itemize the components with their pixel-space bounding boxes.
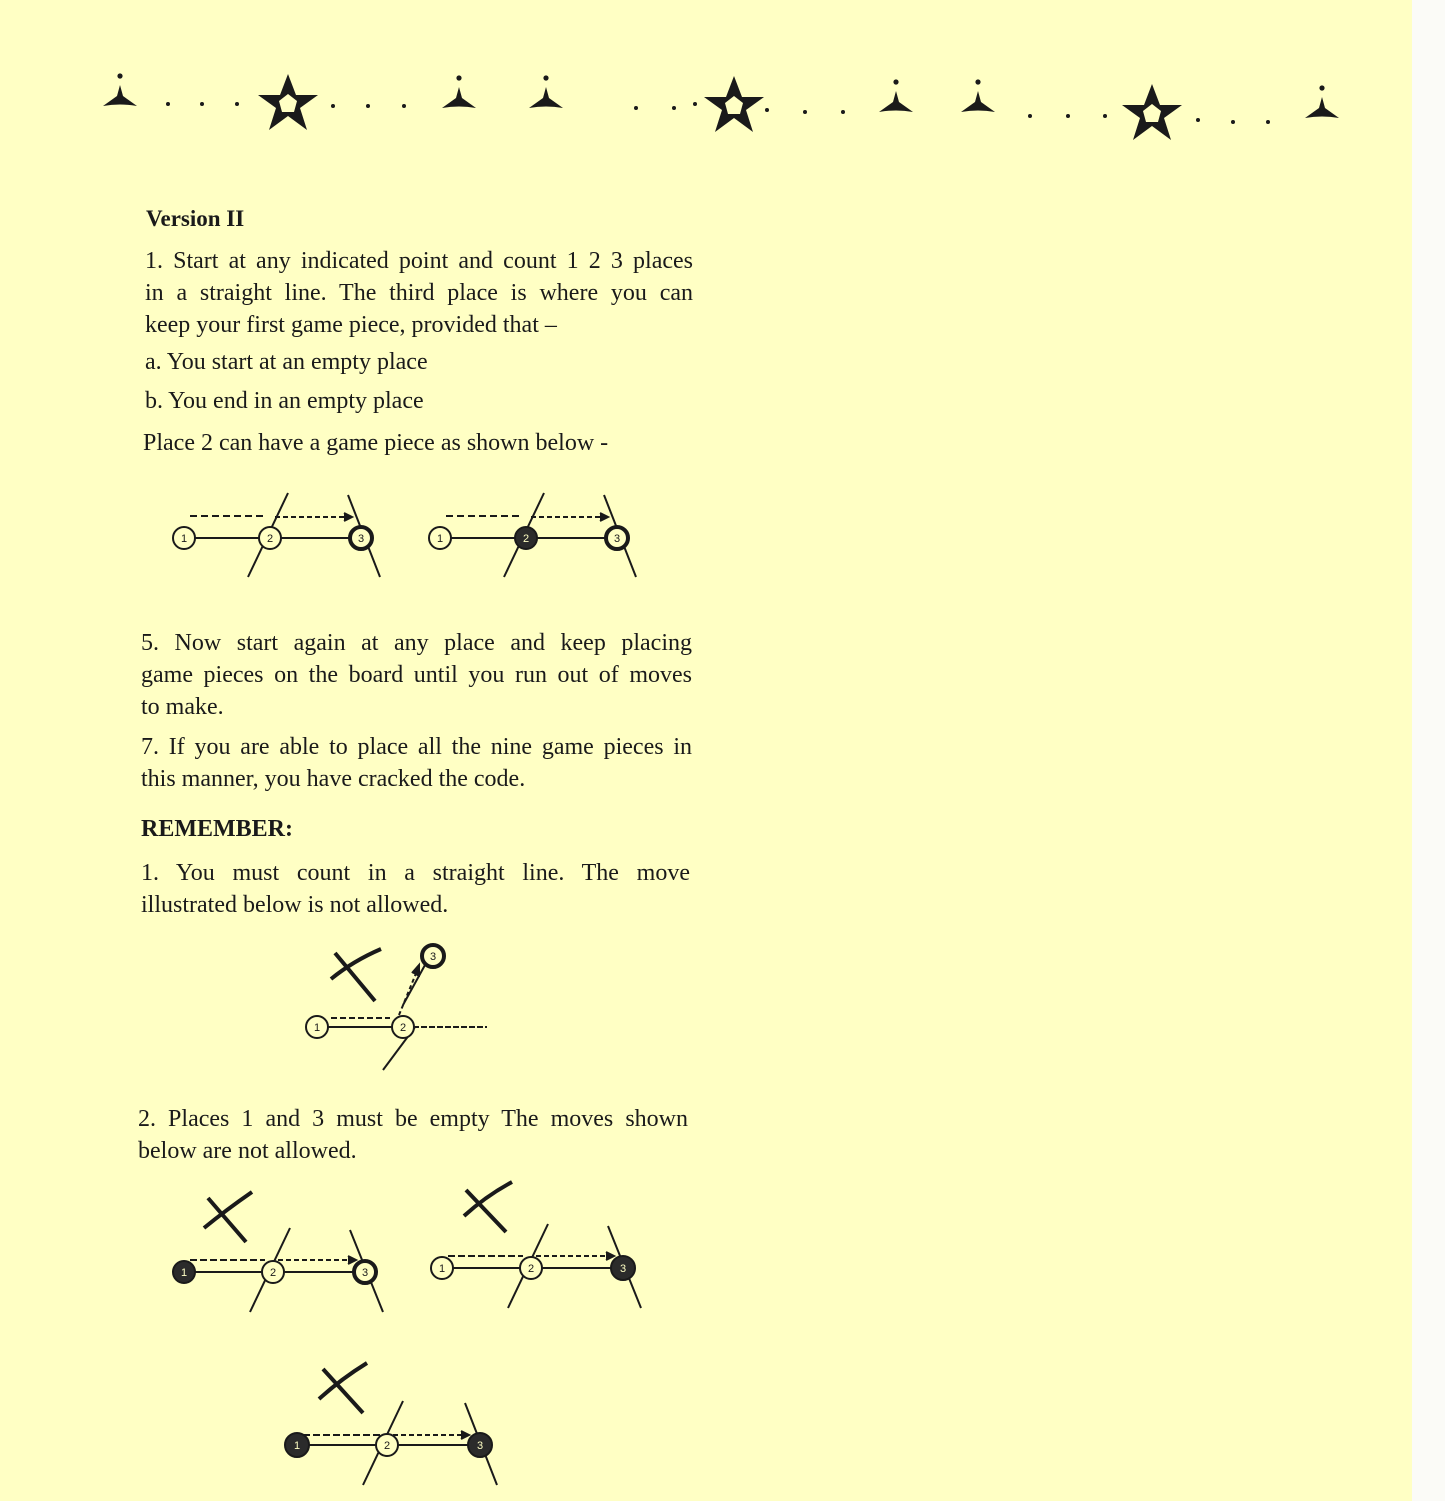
rule-1-line: in a straight line. The third place is where you can: [145, 280, 693, 306]
page-edge: [1412, 0, 1445, 1501]
cross-mark: [204, 1192, 252, 1242]
node-label: 3: [361, 1267, 369, 1279]
kite-ornament: [961, 79, 995, 112]
node-label: 1: [180, 1267, 188, 1279]
kite-ornament: [442, 75, 476, 108]
node-label: 3: [357, 533, 365, 545]
cross-mark: [331, 949, 381, 1001]
cross-mark: [464, 1182, 512, 1232]
version-heading: Version II: [146, 206, 245, 231]
rule-1: [145, 245, 693, 341]
cross-mark: [319, 1363, 367, 1413]
star-ornament: [704, 76, 764, 132]
disallowed-bent-move-diagram: [295, 935, 495, 1075]
kite-ornament: [529, 75, 563, 108]
node-label: 1: [438, 1263, 446, 1275]
kite-ornament: [879, 79, 913, 112]
rule-5-line: to make.: [141, 694, 224, 720]
star-ornament: [1122, 84, 1182, 140]
node-label: 2: [266, 533, 274, 545]
disallowed-occupied-moves-diagram: [160, 1180, 660, 1320]
disallowed-start-occupied: [173, 1192, 383, 1312]
condition-a: a. You start at an empty place: [145, 349, 428, 375]
decorative-border: [90, 60, 1350, 160]
disallowed-both-occupied-diagram: [275, 1355, 515, 1495]
node-label: 1: [180, 533, 188, 545]
rule-7-line: this manner, you have cracked the code.: [141, 766, 526, 792]
star-ornament: [258, 74, 318, 130]
condition-b: b. You end in an empty place: [145, 388, 424, 414]
node-label: 1: [436, 533, 444, 545]
rule-5-line: game pieces on the board until you run out of moves: [141, 662, 692, 688]
node-label: 2: [269, 1267, 277, 1279]
remember-2-line: 2. Places 1 and 3 must be empty The moves shown: [138, 1106, 688, 1132]
rule-1-line: keep your first game piece, provided that –: [145, 312, 557, 338]
rule-7: [141, 731, 692, 795]
kite-ornament: [103, 73, 137, 106]
node-label: 2: [383, 1440, 391, 1452]
remember-1-line: illustrated below is not allowed.: [141, 892, 449, 918]
remember-2-line: below are not allowed.: [138, 1138, 357, 1164]
place-2-note: Place 2 can have a game piece as shown below -: [143, 430, 609, 456]
node-label: 1: [293, 1440, 301, 1452]
node-label: 2: [399, 1022, 407, 1034]
node-label: 3: [429, 951, 437, 963]
node-label: 2: [522, 533, 530, 545]
rule-5: [141, 627, 692, 723]
node-label: 2: [527, 1263, 535, 1275]
allowed-move-diagrams: [160, 485, 660, 585]
allowed-move-empty-middle: [173, 493, 380, 577]
node-label: 3: [619, 1263, 627, 1275]
remember-2: [138, 1103, 688, 1167]
node-label: 3: [476, 1440, 484, 1452]
node-label: 3: [613, 533, 621, 545]
rule-1-line: 1. Start at any indicated point and count 1 2 3 places: [145, 248, 693, 274]
kite-ornament: [1305, 85, 1339, 118]
remember-1-line: 1. You must count in a straight line. The move: [141, 860, 690, 886]
remember-1: [141, 857, 690, 921]
disallowed-end-occupied: [431, 1182, 641, 1308]
remember-heading: REMEMBER:: [141, 816, 293, 842]
node-label: 1: [313, 1022, 321, 1034]
rule-5-line: 5. Now start again at any place and keep placing: [141, 630, 692, 656]
rule-7-line: 7. If you are able to place all the nine game pieces in: [141, 734, 692, 760]
allowed-move-filled-middle: [429, 493, 636, 577]
